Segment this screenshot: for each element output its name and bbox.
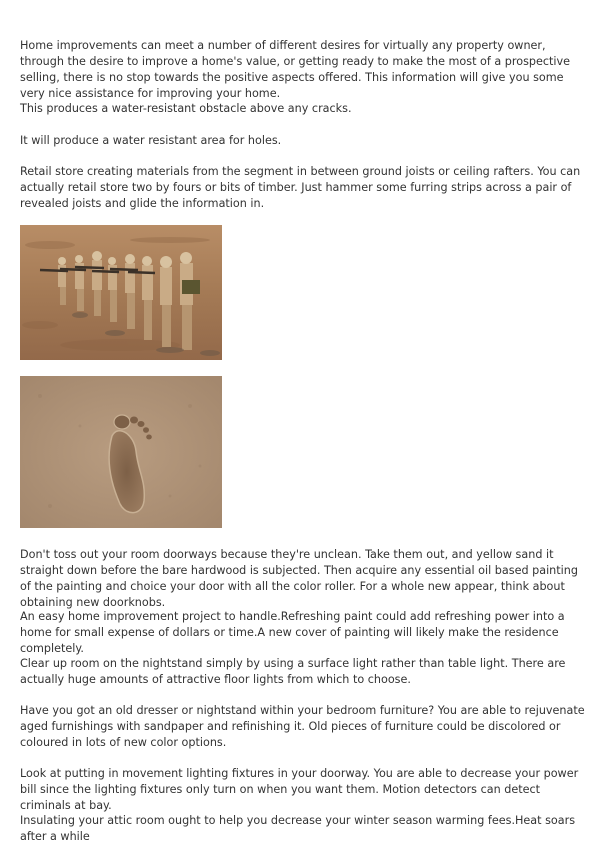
paragraph-water-resistant-area: It will produce a water resistant area for holes. [20,134,282,147]
footprint-photo [20,376,222,528]
paragraph-intro: Home improvements can meet a number of different desires for virtually any property owner, through the desire to improve a home's value, or getting ready to make the most of a prospective selling, there is no stop towards the positive aspects offered. This information will give you some very nice assistance for improving your home. [20,39,571,100]
soldiers-photo [20,225,222,360]
paragraph-old-dresser: Have you got an old dresser or nightstand within your bedroom furniture? You are able to rejuvenate aged furnishings with sandpaper and refinishing it. Old pieces of furniture could be discolored or coloured in lots of new color options. [20,704,585,749]
paragraph-movement-lighting: Look at putting in movement lighting fixtures in your doorway. You are able to decrease your power bill since the lighting fixtures only turn on when you want them. Motion detectors can detect criminals at bay. [20,767,579,812]
paragraph-easy-project: An easy home improvement project to handle.Refreshing paint could add refreshing power into a home for small expense of dollars or time.A new cover of painting will likely make the residence completely. [20,610,565,655]
paragraph-retail-store-materials: Retail store creating materials from the segment in between ground joists or ceiling rafters. You can actually retail store two by fours or bits of timber. Just hammer some furring strips across a pair of revealed joists and glide the information in. [20,165,581,210]
paragraph-room-doorways: Don't toss out your room doorways because they're unclean. Take them out, and yellow sand it straight down before the bare hardwood is subjected. Then acquire any essential oil based painting of the painting and choice your door with all the color roller. For a whole new appear, think about obtaining new doorknobs. [20,548,578,609]
paragraph-nightstand: Clear up room on the nightstand simply by using a surface light rather than table light. There are actually huge amounts of attractive floor lights from which to choose. [20,657,566,686]
paragraph-water-resistant-obstacle: This produces a water-resistant obstacle above any cracks. [20,102,352,115]
paragraph-attic-insulation: Insulating your attic room ought to help you decrease your winter season warming fees.Heat soars after a while [20,814,576,843]
